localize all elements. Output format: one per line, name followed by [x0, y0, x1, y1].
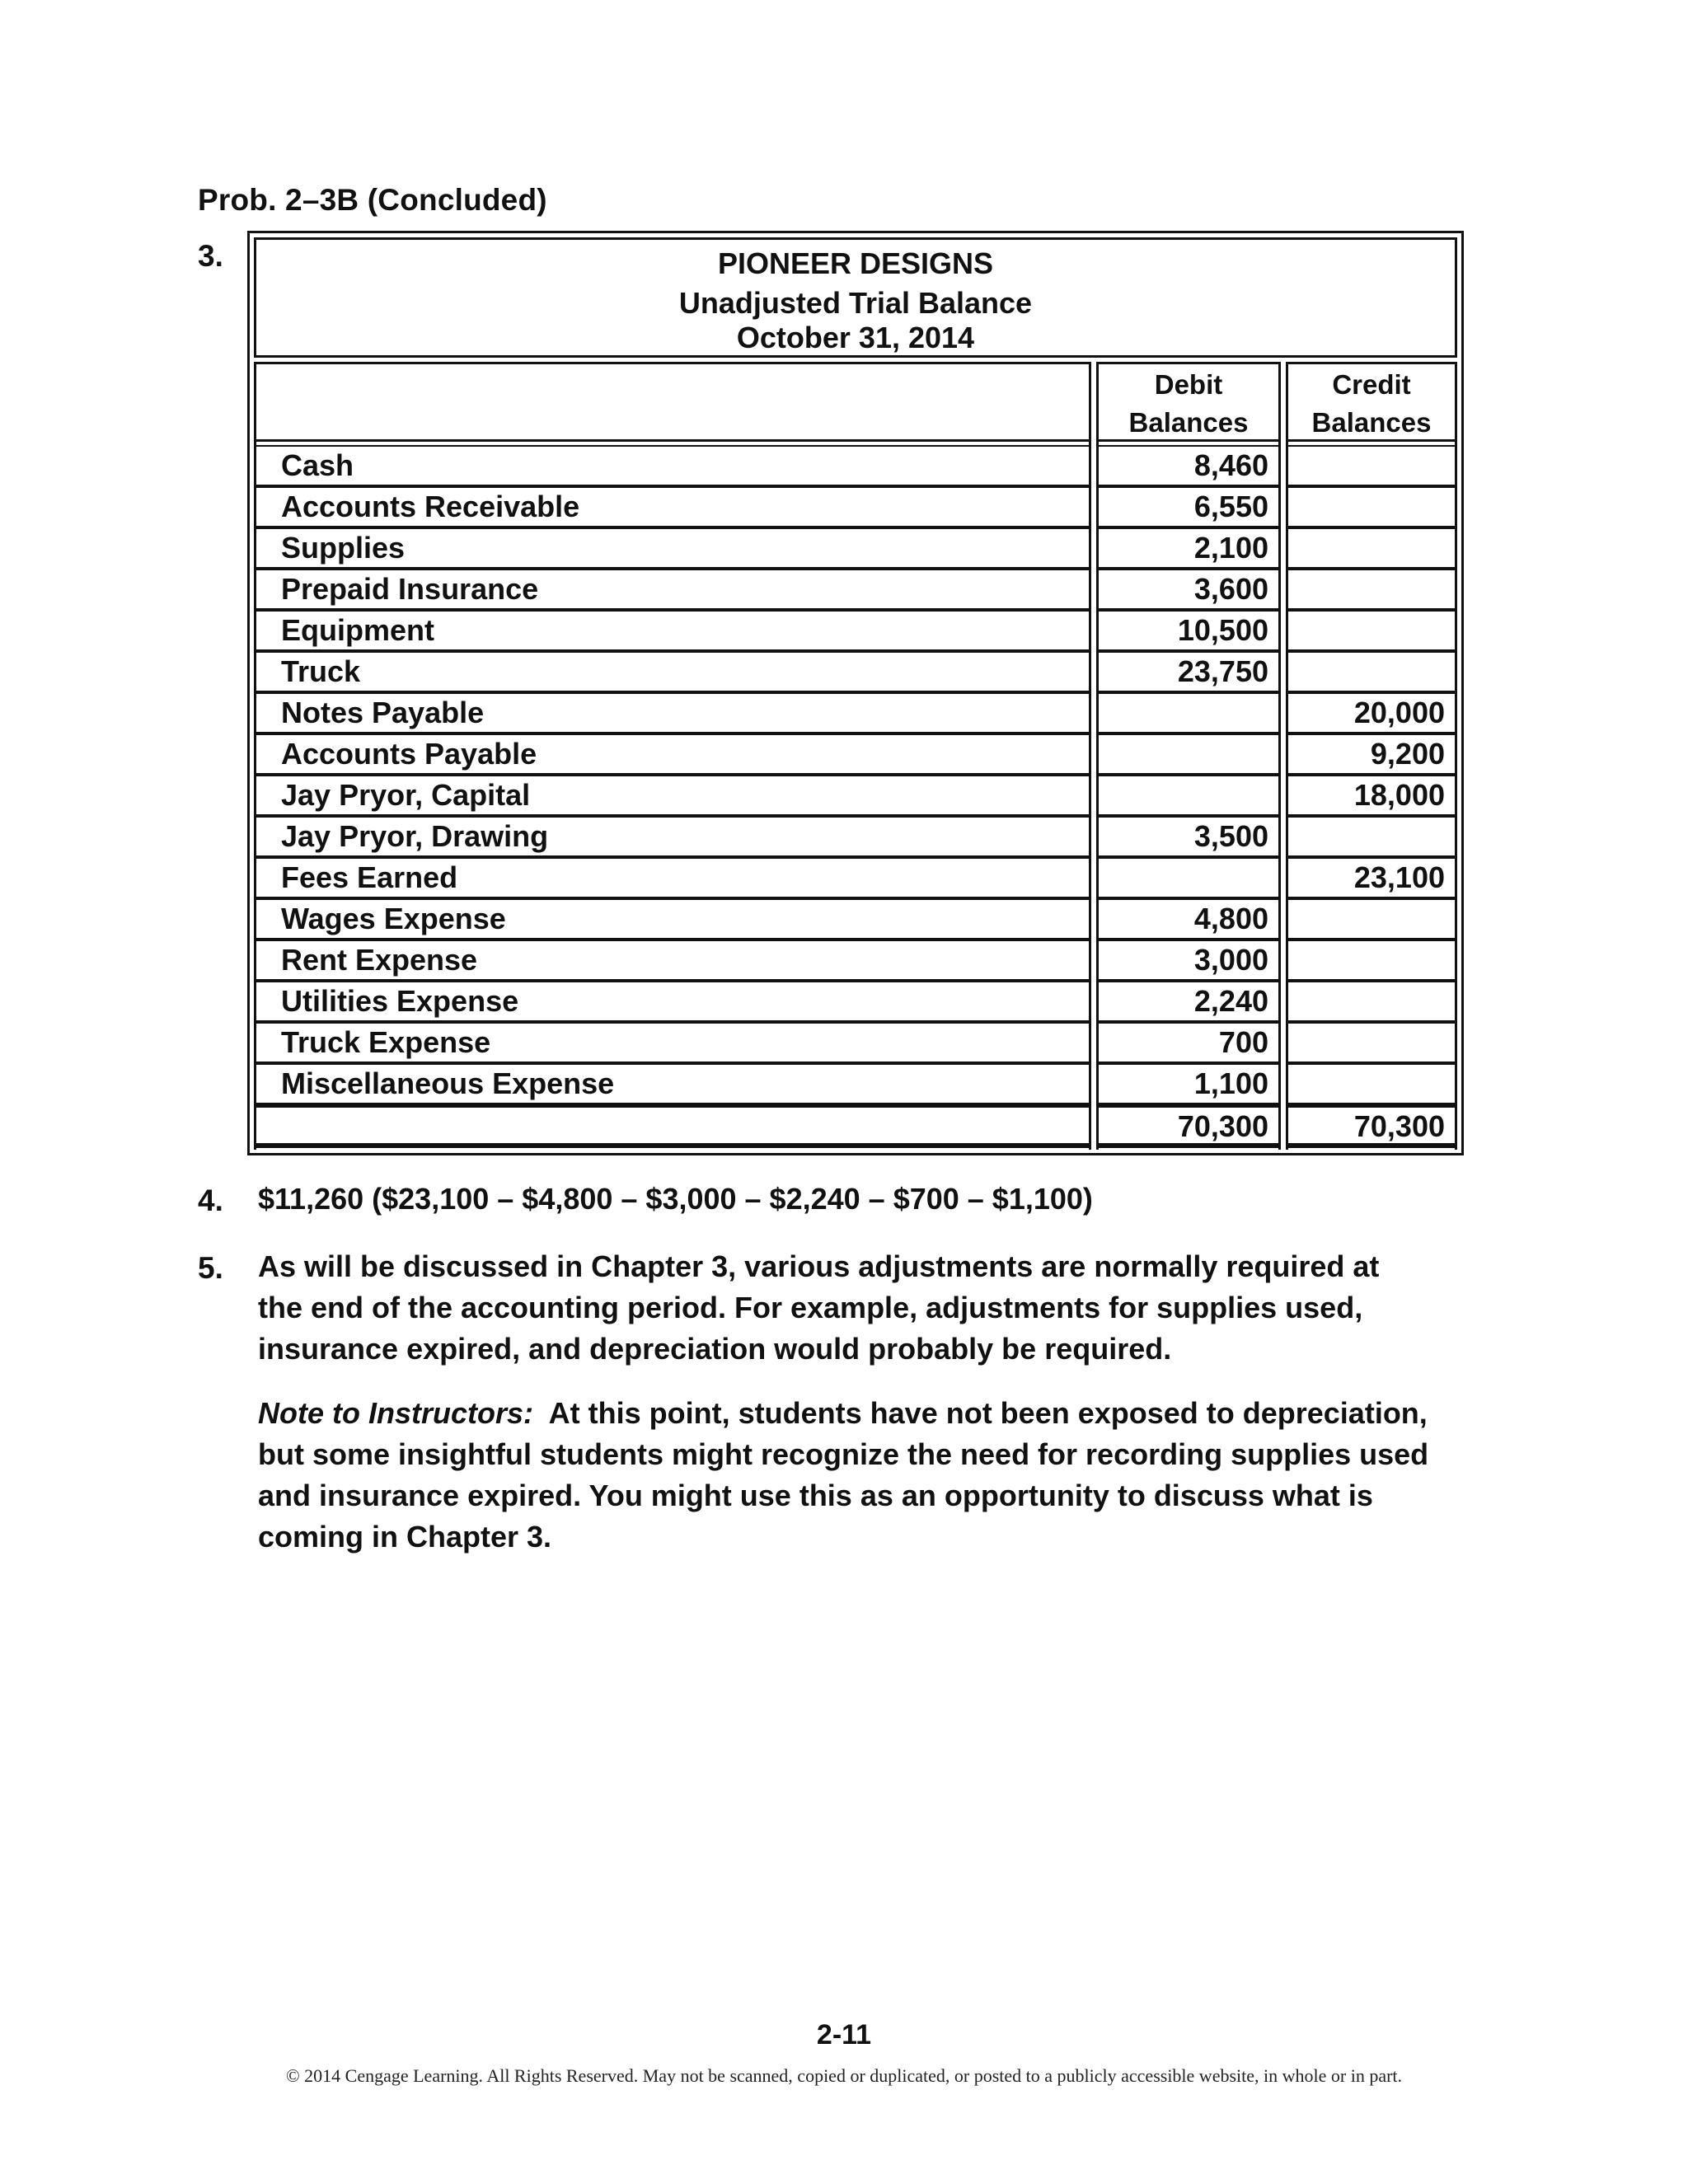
account-name: Wages Expense: [256, 898, 1089, 940]
total-label-cell: [256, 1104, 1089, 1146]
account-name: Utilities Expense: [256, 981, 1089, 1022]
account-column-header: [256, 362, 1089, 442]
debit-amount: 3,600: [1099, 569, 1278, 610]
account-name: Jay Pryor, Drawing: [256, 816, 1089, 857]
account-name: Rent Expense: [256, 940, 1089, 981]
debit-amount: 1,100: [1099, 1063, 1278, 1104]
credit-amount: [1288, 486, 1455, 527]
item-5-line-1: As will be discussed in Chapter 3, various adjustments are normally required at: [258, 1249, 1380, 1283]
credit-column: [1286, 362, 1457, 1150]
report-title: Unadjusted Trial Balance: [678, 286, 1033, 320]
item-4-answer: $11,260 ($23,100 – $4,800 – $3,000 – $2,240 – $700 – $1,100): [258, 1182, 1093, 1216]
debit-amount: 4,800: [1099, 898, 1278, 940]
debit-amount: 3,000: [1099, 940, 1278, 981]
credit-amount: [1288, 1063, 1455, 1104]
total-debit: 70,300: [1099, 1104, 1278, 1146]
debit-rows: [1099, 445, 1278, 1167]
account-name: Accounts Receivable: [256, 486, 1089, 527]
item-5-line-3: insurance expired, and depreciation would probably be required.: [258, 1332, 1172, 1366]
account-column: [254, 362, 1091, 1150]
account-name: Supplies: [256, 527, 1089, 569]
debit-amount: 2,100: [1099, 527, 1278, 569]
account-name: Truck Expense: [256, 1022, 1089, 1063]
credit-amount: [1288, 981, 1455, 1022]
credit-amount: [1288, 569, 1455, 610]
debit-column: [1096, 362, 1281, 1150]
debit-amount: [1099, 692, 1278, 733]
debit-amount: 700: [1099, 1022, 1278, 1063]
debit-amount: [1099, 857, 1278, 898]
item-3-number: 3.: [198, 239, 223, 273]
problem-heading: Prob. 2–3B (Concluded): [198, 183, 547, 217]
item-5-number: 5.: [198, 1251, 223, 1285]
account-name: Notes Payable: [256, 692, 1089, 733]
instructor-note-line-2: but some insightful students might recognize the need for recording supplies used: [258, 1437, 1429, 1471]
trial-balance-header: [254, 237, 1457, 358]
account-name: Truck: [256, 651, 1089, 692]
debit-header-line-1: Debit: [1154, 369, 1223, 400]
debit-amount: 3,500: [1099, 816, 1278, 857]
credit-amount: [1288, 651, 1455, 692]
credit-header-line-1: Credit: [1332, 369, 1411, 400]
credit-amount: [1288, 1022, 1455, 1063]
company-name: PIONEER DESIGNS: [717, 246, 994, 280]
account-name: Miscellaneous Expense: [256, 1063, 1089, 1104]
account-name: Equipment: [256, 610, 1089, 651]
debit-amount: 10,500: [1099, 610, 1278, 651]
debit-amount: 2,240: [1099, 981, 1278, 1022]
credit-amount: [1288, 816, 1455, 857]
account-rows: [256, 445, 1089, 1167]
debit-amount: 8,460: [1099, 445, 1278, 486]
account-name: Fees Earned: [256, 857, 1089, 898]
copyright-notice: © 2014 Cengage Learning. All Rights Reserved. May not be scanned, copied or duplicated, or posted to a publicly accessible website, in whole or in part.: [285, 2065, 1403, 2086]
debit-amount: 6,550: [1099, 486, 1278, 527]
report-date: October 31, 2014: [736, 321, 975, 354]
item-4-number: 4.: [198, 1183, 223, 1217]
credit-amount: 20,000: [1288, 692, 1455, 733]
blank-row: [1099, 1146, 1278, 1167]
debit-column-header: [1099, 362, 1278, 442]
credit-amount: 9,200: [1288, 733, 1455, 775]
page-number: 2-11: [816, 2019, 872, 2050]
credit-amount: 23,100: [1288, 857, 1455, 898]
blank-row: [1288, 1146, 1455, 1167]
note-text-1: At this point, students have not been exposed to depreciation,: [533, 1396, 1428, 1430]
trial-balance-body: [254, 362, 1457, 1150]
item-5-line-2: the end of the accounting period. For example, adjustments for supplies used,: [258, 1291, 1363, 1324]
credit-amount: [1288, 445, 1455, 486]
item-5-answer: [258, 1246, 1461, 1370]
debit-header-line-2: Balances: [1128, 407, 1249, 438]
blank-row: [256, 1146, 1089, 1167]
instructor-note-line-4: coming in Chapter 3.: [258, 1520, 552, 1554]
debit-amount: [1099, 775, 1278, 816]
account-name: Accounts Payable: [256, 733, 1089, 775]
instructor-note-line-3: and insurance expired. You might use this as an opportunity to discuss what is: [258, 1479, 1373, 1512]
credit-amount: 18,000: [1288, 775, 1455, 816]
note-label: Note to Instructors:: [258, 1396, 534, 1430]
trial-balance-table: [247, 231, 1464, 1155]
account-name: Jay Pryor, Capital: [256, 775, 1089, 816]
instructor-note-line-1: [258, 1393, 1461, 1434]
credit-header-line-2: Balances: [1311, 407, 1432, 438]
credit-amount: [1288, 527, 1455, 569]
debit-amount: [1099, 733, 1278, 775]
instructor-note: [258, 1393, 1461, 1558]
credit-amount: [1288, 610, 1455, 651]
credit-rows: [1288, 445, 1455, 1167]
total-credit: 70,300: [1288, 1104, 1455, 1146]
credit-amount: [1288, 940, 1455, 981]
credit-column-header: [1288, 362, 1455, 442]
account-name: Prepaid Insurance: [256, 569, 1089, 610]
credit-amount: [1288, 898, 1455, 940]
account-name: Cash: [256, 445, 1089, 486]
debit-amount: 23,750: [1099, 651, 1278, 692]
